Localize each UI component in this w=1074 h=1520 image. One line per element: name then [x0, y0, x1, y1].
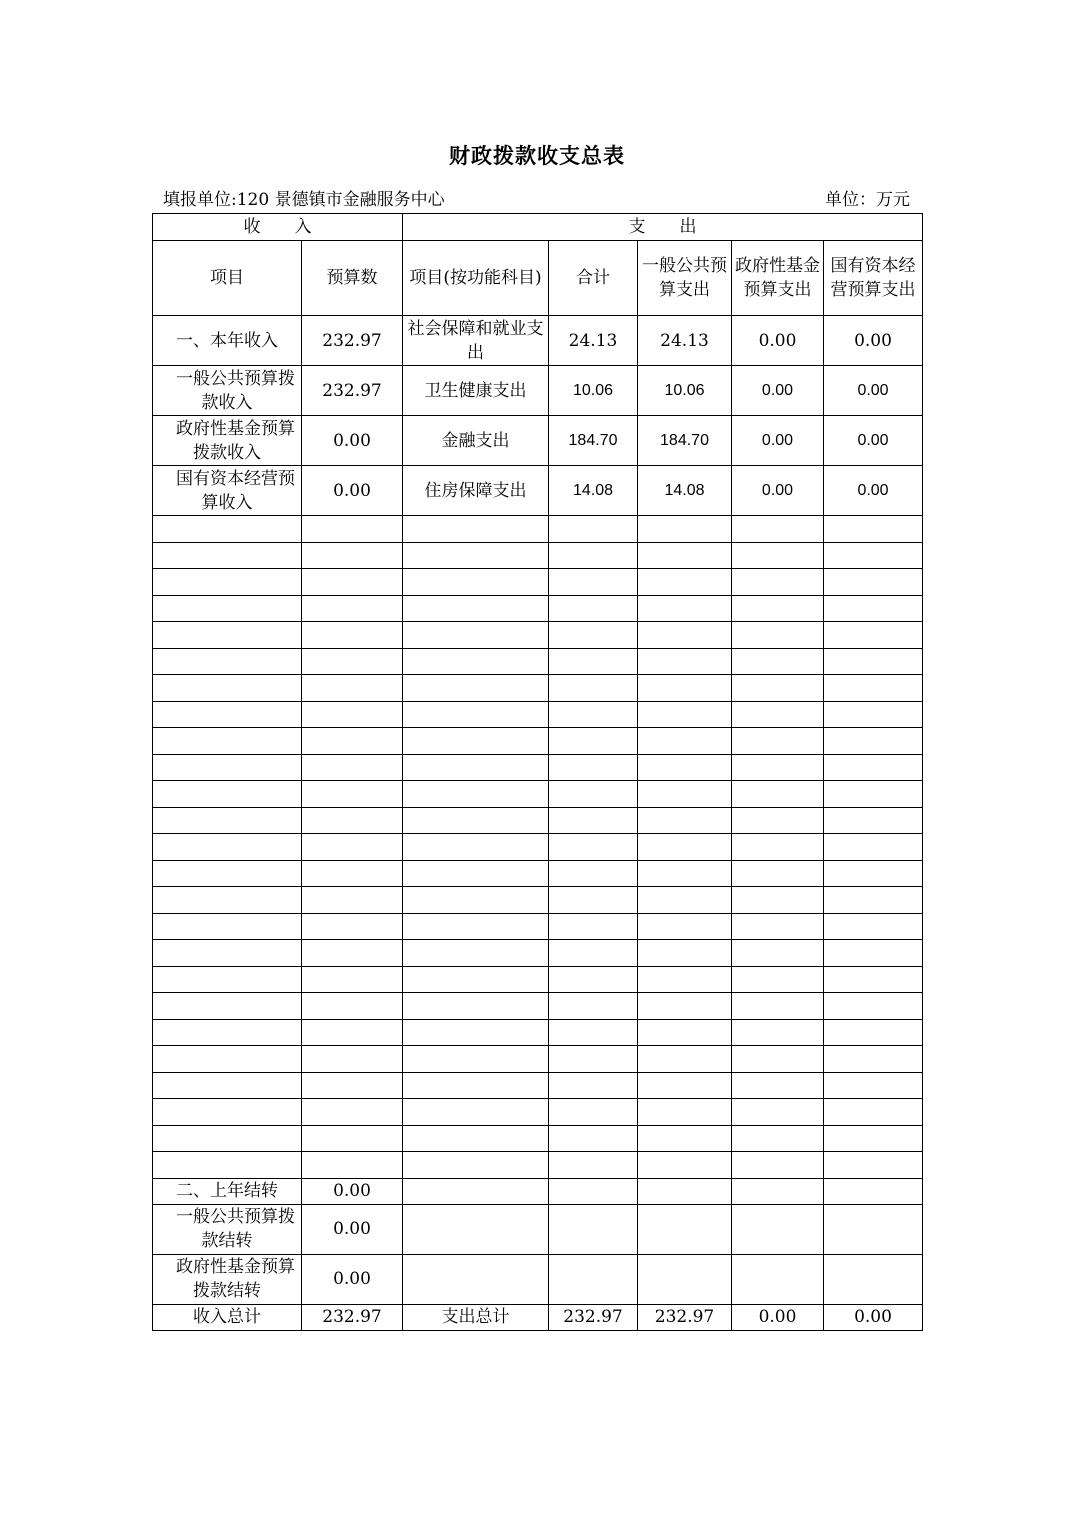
expense-item: 社会保障和就业支出 [403, 316, 549, 366]
empty-cell [549, 569, 638, 596]
expense-total-general: 232.97 [638, 1304, 732, 1330]
empty-cell [403, 913, 549, 940]
empty-cell [153, 516, 302, 543]
empty-cell [549, 648, 638, 675]
empty-cell [638, 1204, 732, 1254]
currency-unit: 单位：万元 [825, 190, 910, 210]
expense-header: 支 出 [403, 214, 923, 241]
empty-cell [153, 569, 302, 596]
empty-cell [638, 622, 732, 649]
empty-row [153, 887, 923, 914]
empty-cell [824, 807, 923, 834]
empty-cell [549, 1125, 638, 1152]
empty-cell [638, 569, 732, 596]
empty-cell [638, 1152, 732, 1179]
table-row [153, 1254, 923, 1304]
income-item: 政府性基金预算拨款收入 [153, 416, 302, 466]
empty-cell [549, 834, 638, 861]
empty-row [153, 834, 923, 861]
empty-cell [638, 1072, 732, 1099]
empty-cell [824, 728, 923, 755]
empty-cell [302, 1099, 403, 1126]
empty-cell [549, 807, 638, 834]
empty-cell [638, 781, 732, 808]
empty-cell [302, 1152, 403, 1179]
empty-cell [403, 728, 549, 755]
empty-cell [549, 1152, 638, 1179]
empty-cell [824, 913, 923, 940]
empty-cell [403, 1019, 549, 1046]
empty-row [153, 701, 923, 728]
empty-cell [403, 1152, 549, 1179]
empty-cell [153, 966, 302, 993]
empty-cell [638, 860, 732, 887]
empty-cell [824, 781, 923, 808]
empty-cell [824, 834, 923, 861]
empty-cell [302, 728, 403, 755]
empty-cell [549, 595, 638, 622]
empty-cell [549, 1204, 638, 1254]
empty-cell [549, 701, 638, 728]
empty-cell [403, 622, 549, 649]
empty-cell [732, 622, 824, 649]
empty-cell [153, 1152, 302, 1179]
empty-cell [732, 913, 824, 940]
empty-cell [638, 1019, 732, 1046]
empty-cell [732, 1204, 824, 1254]
empty-cell [638, 1099, 732, 1126]
header-row-group [153, 214, 923, 241]
empty-cell [824, 966, 923, 993]
expense-total-fund: 0.00 [732, 1304, 824, 1330]
empty-cell [549, 675, 638, 702]
empty-cell [153, 1072, 302, 1099]
empty-cell [302, 781, 403, 808]
empty-cell [153, 542, 302, 569]
empty-row [153, 1046, 923, 1073]
empty-cell [302, 887, 403, 914]
col-item-header: 项目 [153, 241, 302, 316]
totals-row [153, 1304, 923, 1330]
empty-cell [302, 675, 403, 702]
empty-cell [302, 542, 403, 569]
empty-cell [732, 807, 824, 834]
expense-total-sum: 232.97 [549, 1304, 638, 1330]
empty-cell [403, 1099, 549, 1126]
empty-row [153, 569, 923, 596]
income-budget: 0.00 [302, 1254, 403, 1304]
empty-cell [638, 993, 732, 1020]
income-budget: 0.00 [302, 1204, 403, 1254]
empty-cell [732, 1099, 824, 1126]
empty-cell [824, 1178, 923, 1204]
empty-cell [549, 1099, 638, 1126]
income-total-value: 232.97 [302, 1304, 403, 1330]
empty-cell [732, 1178, 824, 1204]
empty-cell [403, 675, 549, 702]
income-header: 收 入 [153, 214, 403, 241]
empty-cell [153, 675, 302, 702]
income-budget: 232.97 [302, 366, 403, 416]
empty-cell [732, 887, 824, 914]
empty-cell [153, 887, 302, 914]
table-row [153, 1178, 923, 1204]
empty-cell [824, 993, 923, 1020]
empty-cell [638, 754, 732, 781]
expense-item: 住房保障支出 [403, 466, 549, 516]
col-state-header: 国有资本经营预算支出 [824, 241, 923, 316]
empty-cell [153, 648, 302, 675]
empty-cell [549, 966, 638, 993]
empty-cell [403, 648, 549, 675]
empty-cell [403, 940, 549, 967]
col-fund-header: 政府性基金预算支出 [732, 241, 824, 316]
income-item: 二、上年结转 [153, 1178, 302, 1204]
empty-row [153, 1125, 923, 1152]
expense-total: 14.08 [549, 466, 638, 516]
empty-cell [638, 728, 732, 755]
empty-cell [732, 1152, 824, 1179]
empty-cell [302, 516, 403, 543]
empty-cell [302, 1046, 403, 1073]
empty-cell [549, 728, 638, 755]
income-budget: 0.00 [302, 1178, 403, 1204]
expense-state: 0.00 [824, 466, 923, 516]
empty-cell [824, 595, 923, 622]
empty-cell [302, 834, 403, 861]
expense-fund: 0.00 [732, 316, 824, 366]
empty-cell [403, 781, 549, 808]
empty-row [153, 1072, 923, 1099]
empty-cell [732, 1125, 824, 1152]
empty-cell [638, 675, 732, 702]
empty-cell [824, 1125, 923, 1152]
expense-state: 0.00 [824, 366, 923, 416]
empty-cell [153, 754, 302, 781]
empty-cell [638, 887, 732, 914]
empty-cell [638, 542, 732, 569]
empty-cell [302, 595, 403, 622]
empty-cell [824, 569, 923, 596]
empty-cell [824, 675, 923, 702]
empty-cell [403, 1254, 549, 1304]
expense-total: 184.70 [549, 416, 638, 466]
empty-cell [732, 860, 824, 887]
expense-fund: 0.00 [732, 366, 824, 416]
empty-cell [302, 860, 403, 887]
expense-general: 24.13 [638, 316, 732, 366]
expense-total-state: 0.00 [824, 1304, 923, 1330]
empty-row [153, 1019, 923, 1046]
empty-cell [732, 595, 824, 622]
empty-cell [403, 966, 549, 993]
empty-cell [638, 595, 732, 622]
empty-cell [403, 1125, 549, 1152]
empty-cell [153, 993, 302, 1020]
table-row [153, 1204, 923, 1254]
expense-item: 卫生健康支出 [403, 366, 549, 416]
empty-cell [824, 622, 923, 649]
empty-cell [153, 781, 302, 808]
expense-total-label: 支出总计 [403, 1304, 549, 1330]
empty-row [153, 648, 923, 675]
empty-cell [302, 807, 403, 834]
empty-cell [302, 1019, 403, 1046]
empty-cell [549, 781, 638, 808]
empty-cell [732, 728, 824, 755]
empty-cell [732, 1046, 824, 1073]
empty-cell [824, 1046, 923, 1073]
empty-cell [824, 1254, 923, 1304]
expense-general: 184.70 [638, 416, 732, 466]
income-item: 一、本年收入 [153, 316, 302, 366]
empty-cell [302, 940, 403, 967]
empty-cell [638, 834, 732, 861]
empty-cell [824, 1152, 923, 1179]
empty-cell [403, 542, 549, 569]
empty-cell [302, 913, 403, 940]
empty-cell [824, 940, 923, 967]
empty-row [153, 1152, 923, 1179]
expense-state: 0.00 [824, 316, 923, 366]
empty-cell [153, 834, 302, 861]
empty-cell [824, 1099, 923, 1126]
empty-cell [153, 728, 302, 755]
page-title: 财政拨款收支总表 [449, 143, 625, 168]
header-row-columns [153, 241, 923, 316]
col-budget-header: 预算数 [302, 241, 403, 316]
income-item: 一般公共预算拨款结转 [153, 1204, 302, 1254]
empty-cell [732, 940, 824, 967]
empty-cell [403, 1072, 549, 1099]
empty-row [153, 728, 923, 755]
income-budget: 232.97 [302, 316, 403, 366]
empty-cell [549, 913, 638, 940]
empty-cell [638, 516, 732, 543]
empty-cell [549, 1072, 638, 1099]
empty-row [153, 913, 923, 940]
empty-cell [549, 622, 638, 649]
empty-cell [638, 701, 732, 728]
empty-cell [403, 569, 549, 596]
empty-cell [153, 940, 302, 967]
empty-cell [824, 754, 923, 781]
empty-cell [638, 1178, 732, 1204]
empty-row [153, 993, 923, 1020]
col-func-item-header: 项目(按功能科目) [403, 241, 549, 316]
empty-cell [824, 1019, 923, 1046]
empty-cell [153, 1019, 302, 1046]
empty-cell [824, 648, 923, 675]
expense-total: 10.06 [549, 366, 638, 416]
empty-row [153, 966, 923, 993]
empty-cell [638, 1046, 732, 1073]
empty-cell [302, 569, 403, 596]
empty-cell [403, 701, 549, 728]
empty-cell [549, 1046, 638, 1073]
reporting-unit: 填报单位:120 景德镇市金融服务中心 [163, 190, 445, 210]
table-row [153, 366, 923, 416]
empty-cell [302, 966, 403, 993]
expense-item: 金融支出 [403, 416, 549, 466]
empty-cell [302, 622, 403, 649]
income-total-label: 收入总计 [153, 1304, 302, 1330]
empty-cell [824, 701, 923, 728]
col-general-header: 一般公共预算支出 [638, 241, 732, 316]
empty-cell [302, 701, 403, 728]
empty-row [153, 622, 923, 649]
empty-cell [153, 1046, 302, 1073]
empty-cell [549, 993, 638, 1020]
empty-cell [638, 940, 732, 967]
table-row [153, 416, 923, 466]
expense-fund: 0.00 [732, 466, 824, 516]
empty-cell [732, 542, 824, 569]
empty-cell [549, 1019, 638, 1046]
empty-cell [302, 993, 403, 1020]
empty-cell [824, 1072, 923, 1099]
empty-cell [824, 542, 923, 569]
empty-cell [638, 807, 732, 834]
empty-cell [403, 1046, 549, 1073]
empty-row [153, 781, 923, 808]
empty-cell [824, 887, 923, 914]
col-total-header: 合计 [549, 241, 638, 316]
fiscal-summary-table [152, 213, 923, 1331]
empty-cell [153, 595, 302, 622]
income-item: 一般公共预算拨款收入 [153, 366, 302, 416]
empty-cell [732, 966, 824, 993]
empty-row [153, 516, 923, 543]
empty-cell [403, 834, 549, 861]
empty-row [153, 595, 923, 622]
empty-cell [824, 1204, 923, 1254]
empty-cell [549, 754, 638, 781]
table-row [153, 466, 923, 516]
empty-cell [153, 860, 302, 887]
empty-cell [549, 516, 638, 543]
empty-cell [638, 913, 732, 940]
empty-cell [732, 648, 824, 675]
empty-cell [153, 913, 302, 940]
empty-cell [403, 807, 549, 834]
empty-row [153, 675, 923, 702]
empty-cell [403, 754, 549, 781]
empty-cell [638, 648, 732, 675]
empty-cell [824, 516, 923, 543]
empty-cell [153, 1125, 302, 1152]
income-item: 政府性基金预算拨款结转 [153, 1254, 302, 1304]
empty-row [153, 860, 923, 887]
income-budget: 0.00 [302, 416, 403, 466]
empty-row [153, 542, 923, 569]
empty-cell [549, 1178, 638, 1204]
empty-cell [153, 701, 302, 728]
income-budget: 0.00 [302, 466, 403, 516]
empty-cell [302, 754, 403, 781]
empty-cell [549, 860, 638, 887]
empty-cell [403, 595, 549, 622]
expense-total: 24.13 [549, 316, 638, 366]
table-row [153, 316, 923, 366]
expense-fund: 0.00 [732, 416, 824, 466]
empty-cell [549, 1254, 638, 1304]
empty-cell [824, 860, 923, 887]
empty-cell [549, 542, 638, 569]
empty-row [153, 1099, 923, 1126]
empty-row [153, 807, 923, 834]
empty-cell [549, 940, 638, 967]
expense-state: 0.00 [824, 416, 923, 466]
expense-general: 14.08 [638, 466, 732, 516]
empty-cell [732, 1072, 824, 1099]
empty-cell [732, 781, 824, 808]
empty-cell [153, 807, 302, 834]
empty-cell [732, 1254, 824, 1304]
empty-cell [638, 966, 732, 993]
empty-cell [403, 887, 549, 914]
empty-cell [403, 993, 549, 1020]
empty-cell [302, 1072, 403, 1099]
empty-cell [732, 701, 824, 728]
empty-cell [638, 1254, 732, 1304]
income-item: 国有资本经营预算收入 [153, 466, 302, 516]
empty-cell [638, 1125, 732, 1152]
empty-cell [403, 860, 549, 887]
empty-cell [302, 1125, 403, 1152]
empty-cell [732, 993, 824, 1020]
empty-cell [732, 675, 824, 702]
empty-cell [732, 1019, 824, 1046]
empty-cell [732, 834, 824, 861]
empty-cell [153, 1099, 302, 1126]
empty-row [153, 754, 923, 781]
empty-cell [153, 622, 302, 649]
empty-cell [732, 754, 824, 781]
empty-cell [302, 648, 403, 675]
empty-cell [403, 1204, 549, 1254]
empty-row [153, 940, 923, 967]
empty-cell [732, 516, 824, 543]
empty-cell [732, 569, 824, 596]
empty-cell [403, 516, 549, 543]
empty-cell [549, 887, 638, 914]
empty-cell [403, 1178, 549, 1204]
expense-general: 10.06 [638, 366, 732, 416]
